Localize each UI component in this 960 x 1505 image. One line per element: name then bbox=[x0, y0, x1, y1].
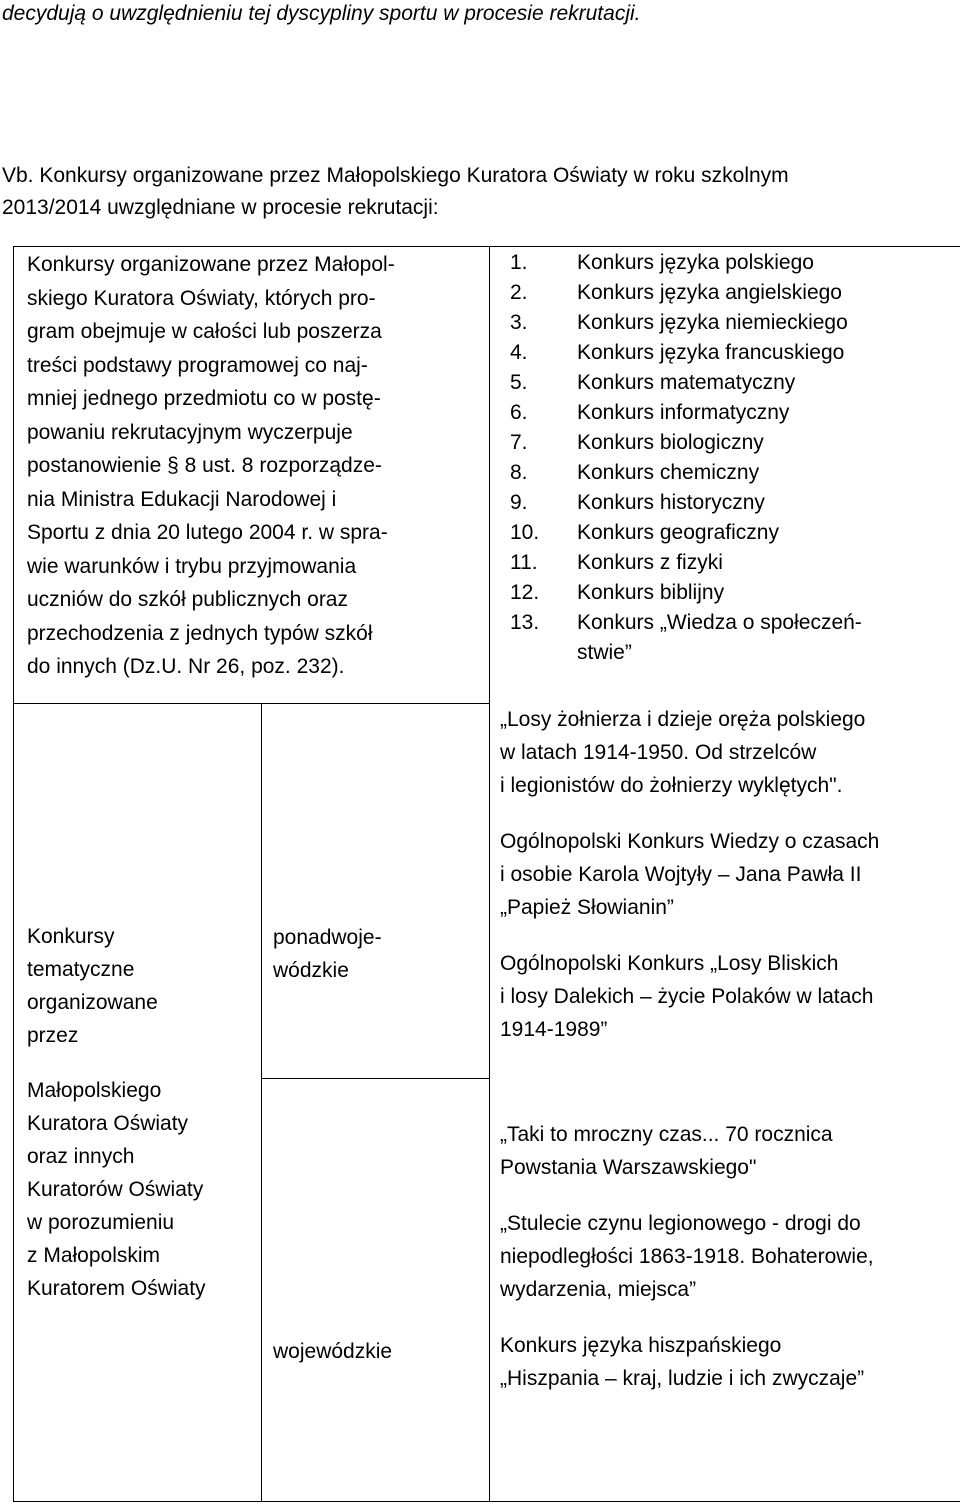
thematic-line: przez bbox=[27, 1024, 79, 1047]
thematic-line: w porozumieniu bbox=[27, 1211, 175, 1234]
column-divider-level bbox=[261, 703, 262, 1502]
thematic-label-top bbox=[27, 920, 158, 1052]
thematic-line: Kuratorów Oświaty bbox=[27, 1178, 204, 1201]
thematic-line: tematyczne bbox=[27, 958, 135, 981]
list-number: 1. bbox=[510, 251, 528, 274]
level-line: wódzkie bbox=[273, 959, 349, 982]
thematic-line: Małopolskiego bbox=[27, 1079, 162, 1102]
contest-line: i legionistów do żołnierzy wyklętych". bbox=[500, 774, 843, 797]
heading-line-1: Vb. Konkursy organizowane przez Małopolskiego Kuratora Oświaty w roku szkolnym bbox=[2, 164, 789, 187]
list-number: 13. bbox=[510, 611, 540, 634]
list-number: 10. bbox=[510, 521, 540, 544]
contest-line: „Losy żołnierza i dzieje oręża polskiego bbox=[500, 708, 866, 731]
left-description bbox=[27, 248, 395, 684]
desc-line: do innych (Dz.U. Nr 26, poz. 232). bbox=[27, 655, 345, 678]
list-label: Konkurs „Wiedza o społeczeń- bbox=[577, 611, 862, 634]
desc-line: nia Ministra Edukacji Narodowej i bbox=[27, 487, 337, 511]
desc-line: gram obejmuje w całości lub poszerza bbox=[27, 320, 382, 343]
heading-line-2: 2013/2014 uwzględniane w procesie rekrutacji: bbox=[2, 196, 439, 219]
desc-line: mniej jednego przedmiotu co w postę- bbox=[27, 387, 381, 410]
table-bottom-border bbox=[13, 1501, 960, 1502]
list-label: Konkurs geograficzny bbox=[577, 521, 779, 544]
contest-line: Ogólnopolski Konkurs Wiedzy o czasach bbox=[500, 830, 880, 853]
section-heading bbox=[2, 160, 952, 224]
contest-line: w latach 1914-1950. Od strzelców bbox=[500, 741, 817, 764]
list-number: 12. bbox=[510, 581, 540, 604]
contest-line: i losy Dalekich – życie Polaków w latach bbox=[500, 985, 874, 1008]
contest-line: niepodległości 1863-1918. Bohaterowie, bbox=[500, 1245, 874, 1268]
list-label: Konkurs języka polskiego bbox=[577, 251, 814, 274]
column-divider-main bbox=[489, 246, 490, 1502]
list-number: 4. bbox=[510, 341, 528, 364]
list-number: 7. bbox=[510, 431, 528, 454]
level-line: ponadwoje- bbox=[273, 926, 382, 949]
desc-line: postanowienie § 8 ust. 8 rozporządze- bbox=[27, 454, 382, 477]
list-number: 3. bbox=[510, 311, 528, 334]
thematic-label-bottom bbox=[27, 1074, 206, 1305]
list-label: Konkurs biologiczny bbox=[577, 431, 764, 454]
row-divider-left bbox=[13, 703, 490, 704]
intro-text: decydują o uwzględnieniu tej dyscypliny sportu w procesie rekrutacji. bbox=[2, 2, 641, 25]
desc-line: treści podstawy programowej co naj- bbox=[27, 353, 368, 377]
list-label: Konkurs języka angielskiego bbox=[577, 281, 842, 304]
contest-line: wydarzenia, miejsca” bbox=[500, 1278, 697, 1301]
list-label: Konkurs matematyczny bbox=[577, 371, 796, 394]
list-label: Konkurs informatyczny bbox=[577, 401, 790, 424]
level-supra-regional bbox=[273, 921, 382, 987]
contest-line: „Hiszpania – kraj, ludzie i ich zwyczaje” bbox=[500, 1367, 865, 1390]
list-label: Konkurs języka niemieckiego bbox=[577, 311, 848, 334]
contest-line: Powstania Warszawskiego" bbox=[500, 1156, 757, 1179]
desc-line: Konkursy organizowane przez Małopol- bbox=[27, 253, 395, 276]
thematic-line: oraz innych bbox=[27, 1145, 135, 1168]
level-voivodeship bbox=[273, 1335, 392, 1368]
list-label: Konkurs języka francuskiego bbox=[577, 341, 845, 364]
desc-line: skiego Kuratora Oświaty, których pro- bbox=[27, 286, 376, 310]
list-label: stwie” bbox=[577, 641, 632, 664]
voiv-contest-1 bbox=[500, 1118, 833, 1184]
desc-line: wie warunków i trybu przyjmowania bbox=[27, 554, 357, 578]
contest-line: „Papież Słowianin” bbox=[500, 896, 674, 919]
list-number: 5. bbox=[510, 371, 528, 394]
level-line: wojewódzkie bbox=[273, 1340, 393, 1363]
desc-line: przechodzenia z jednych typów szkół bbox=[27, 621, 373, 645]
thematic-line: z Małopolskim bbox=[27, 1244, 161, 1267]
list-label: Konkurs z fizyki bbox=[577, 551, 723, 574]
supra-contest-2 bbox=[500, 825, 879, 924]
contest-line: 1914-1989” bbox=[500, 1018, 608, 1041]
list-number: 8. bbox=[510, 461, 528, 484]
list-label: Konkurs chemiczny bbox=[577, 461, 760, 484]
table-top-border bbox=[13, 246, 960, 247]
voiv-contest-3 bbox=[500, 1329, 864, 1395]
thematic-line: organizowane bbox=[27, 991, 158, 1014]
thematic-line: Kuratorem Oświaty bbox=[27, 1277, 206, 1300]
contest-line: „Taki to mroczny czas... 70 rocznica bbox=[500, 1123, 833, 1146]
supra-contest-1 bbox=[500, 703, 865, 802]
thematic-line: Kuratora Oświaty bbox=[27, 1112, 189, 1135]
contest-line: „Stulecie czynu legionowego - drogi do bbox=[500, 1212, 861, 1235]
list-number: 2. bbox=[510, 281, 528, 304]
list-label: Konkurs biblijny bbox=[577, 581, 725, 604]
list-label: Konkurs historyczny bbox=[577, 491, 765, 514]
supra-contest-3 bbox=[500, 947, 874, 1046]
table-left-border bbox=[13, 246, 14, 1502]
contest-line: i osobie Karola Wojtyły – Jana Pawła II bbox=[500, 863, 862, 886]
list-number: 6. bbox=[510, 401, 528, 424]
list-number: 9. bbox=[510, 491, 528, 514]
desc-line: uczniów do szkół publicznych oraz bbox=[27, 588, 348, 611]
desc-line: powaniu rekrutacyjnym wyczerpuje bbox=[27, 420, 353, 444]
thematic-line: Konkursy bbox=[27, 925, 115, 948]
desc-line: Sportu z dnia 20 lutego 2004 r. w spra- bbox=[27, 521, 388, 544]
contest-line: Ogólnopolski Konkurs „Losy Bliskich bbox=[500, 952, 839, 975]
level-divider bbox=[261, 1078, 490, 1079]
voiv-contest-2 bbox=[500, 1207, 874, 1306]
list-number: 11. bbox=[510, 551, 538, 574]
contest-line: Konkurs języka hiszpańskiego bbox=[500, 1334, 782, 1357]
